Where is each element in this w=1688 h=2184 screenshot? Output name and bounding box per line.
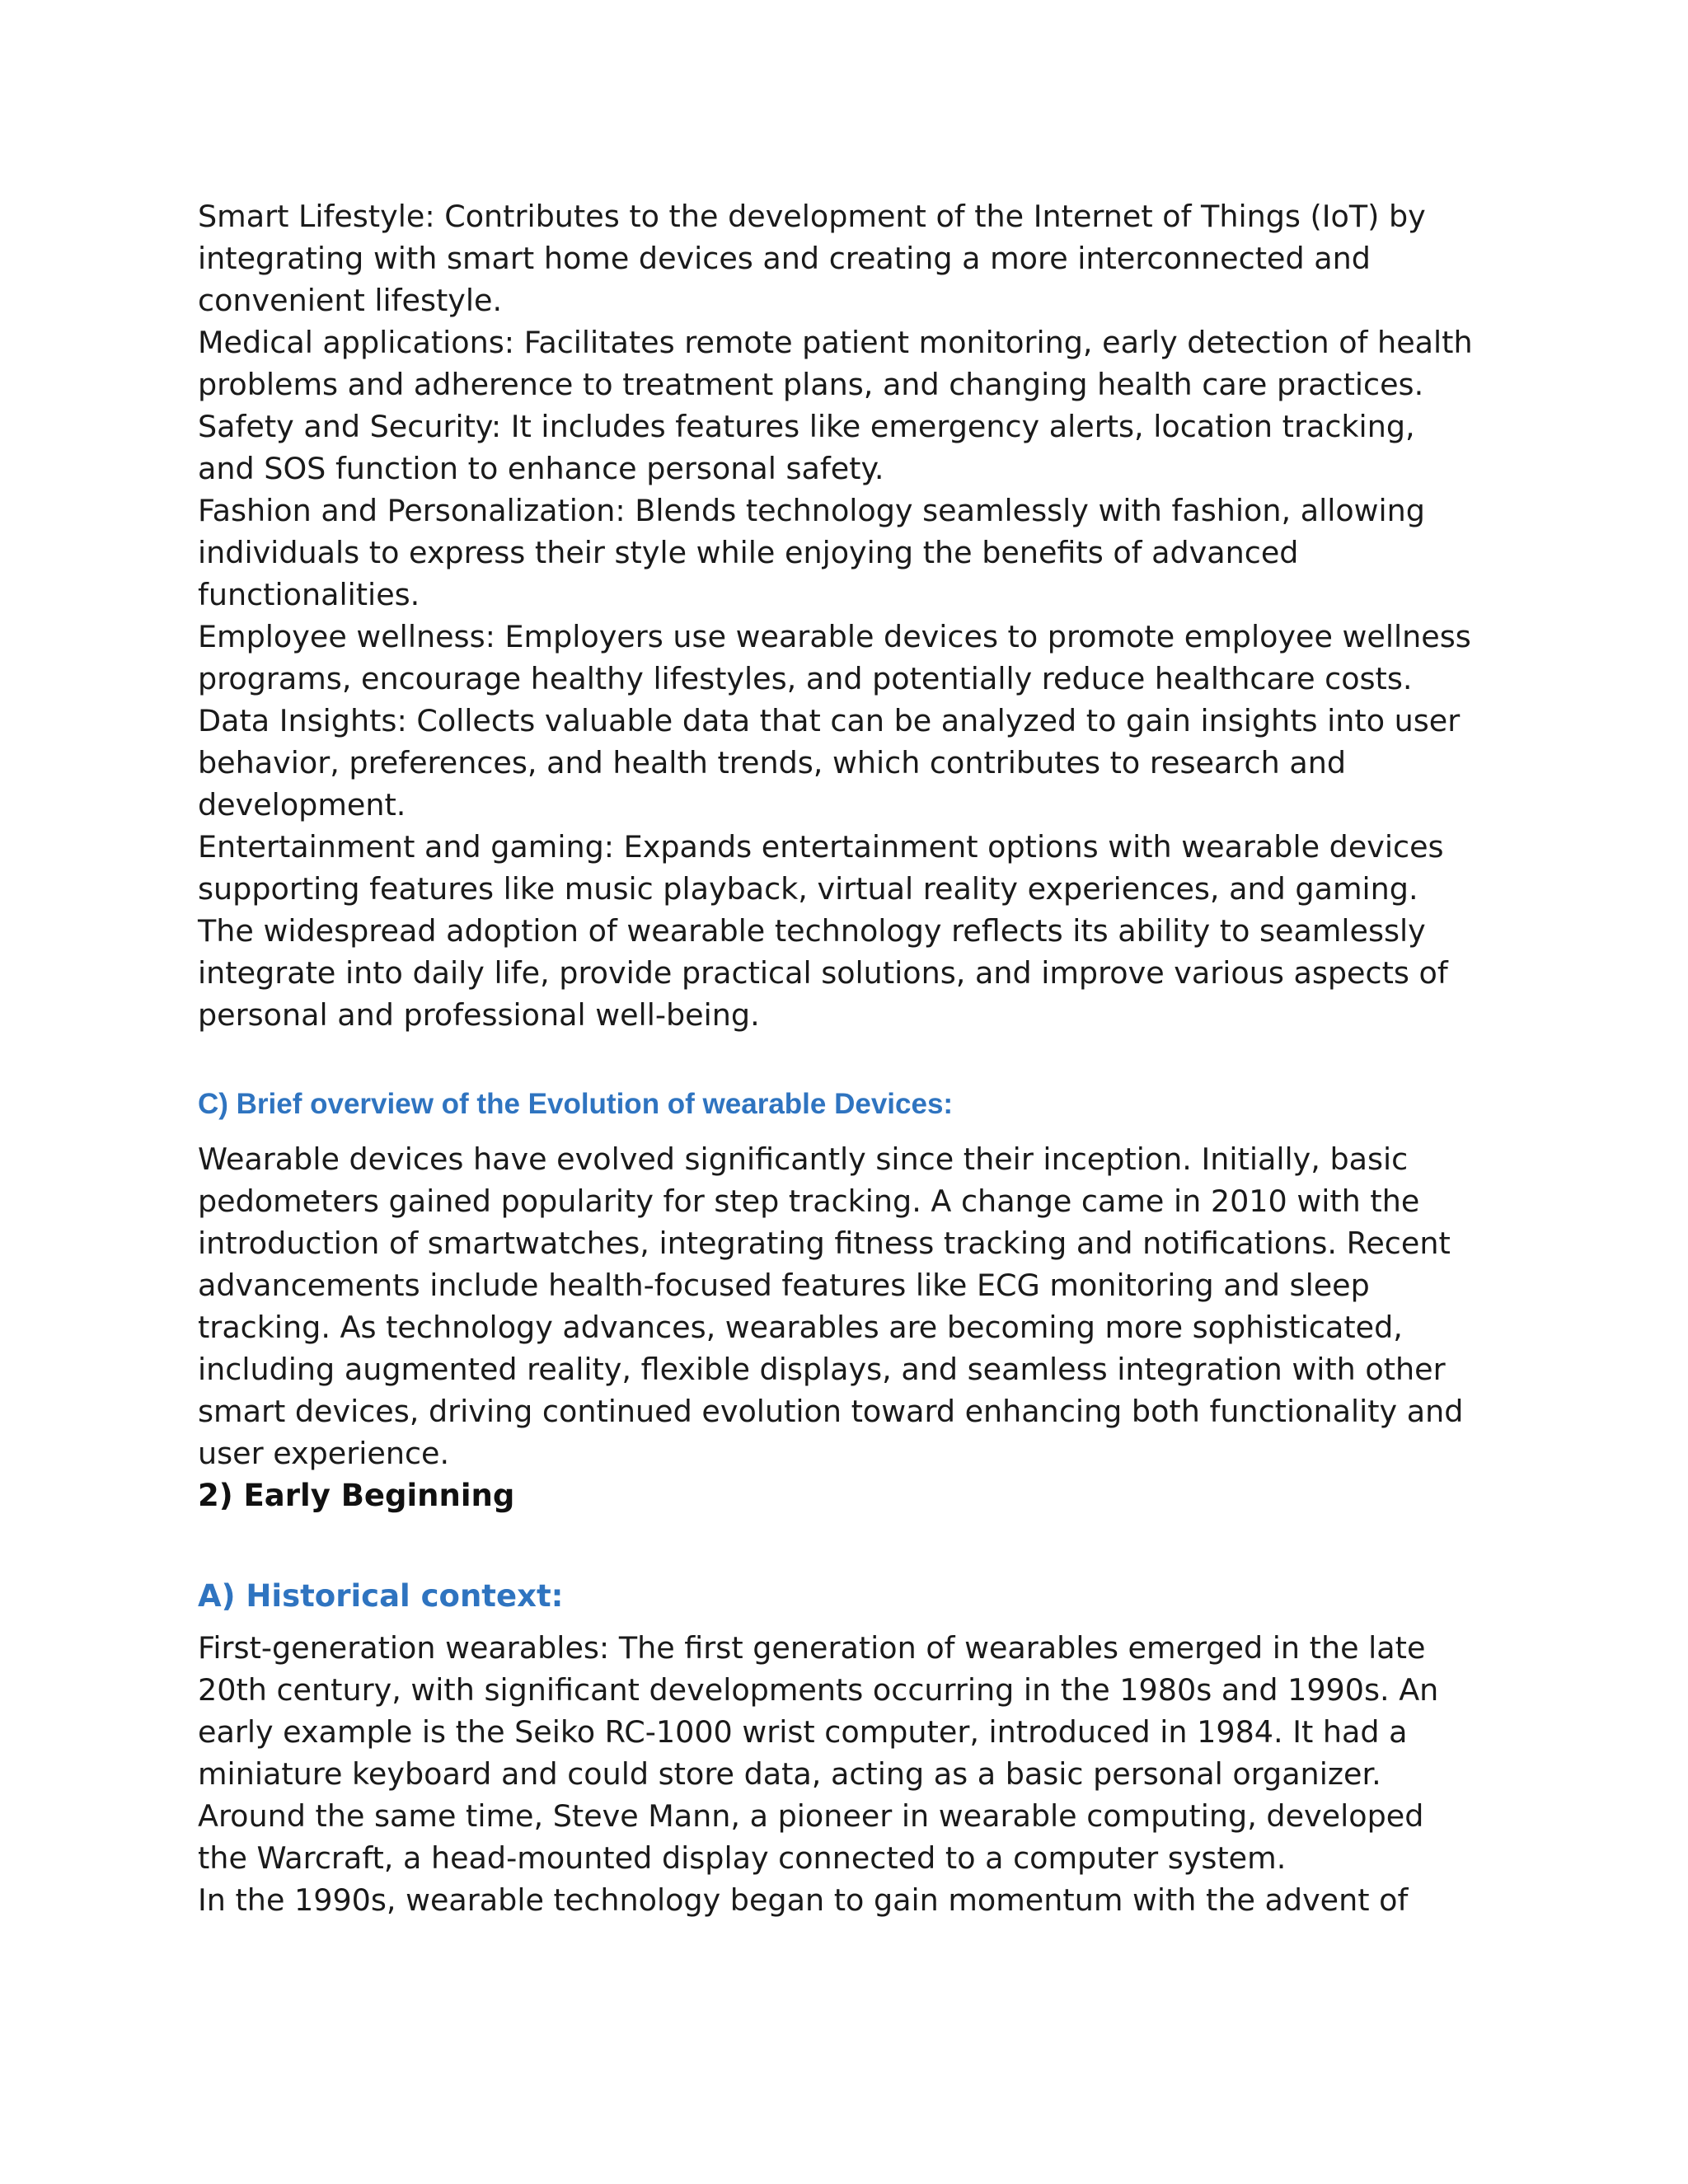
text-line: Fashion and Personalization: Blends technology seamlessly with fashion, allowing xyxy=(198,493,1425,528)
text-line: convenient lifestyle. xyxy=(198,283,503,318)
text-line: advancements include health-focused features like ECG monitoring and sleep xyxy=(198,1268,1370,1303)
text-line: 20th century, with significant developments occurring in the 1980s and 1990s. An xyxy=(198,1672,1439,1708)
text-line: and SOS function to enhance personal safety. xyxy=(198,451,884,486)
section-a-paragraph xyxy=(198,1627,1500,1921)
text-line: Wearable devices have evolved significantly since their inception. Initially, basic xyxy=(198,1141,1409,1177)
text-line: pedometers gained popularity for step tracking. A change came in 2010 with the xyxy=(198,1183,1420,1219)
text-line: integrate into daily life, provide practical solutions, and improve various aspects of xyxy=(198,955,1448,991)
text-line: development. xyxy=(198,787,406,823)
text-line: integrating with smart home devices and creating a more interconnected and xyxy=(198,241,1371,276)
text-line: personal and professional well-being. xyxy=(198,997,760,1033)
section-c-heading: C) Brief overview of the Evolution of wearable Devices: xyxy=(198,1088,954,1120)
text-line: tracking. As technology advances, wearables are becoming more sophisticated, xyxy=(198,1310,1403,1345)
text-line: Data Insights: Collects valuable data that can be analyzed to gain insights into user xyxy=(198,703,1461,738)
text-line: problems and adherence to treatment plans, and changing health care practices. xyxy=(198,367,1424,402)
page-content xyxy=(198,195,1500,1921)
text-line: introduction of smartwatches, integrating fitness tracking and notifications. Recent xyxy=(198,1226,1451,1261)
text-line: Safety and Security: It includes features like emergency alerts, location tracking, xyxy=(198,409,1415,444)
text-line: including augmented reality, flexible displays, and seamless integration with other xyxy=(198,1352,1446,1387)
text-line: First-generation wearables: The first generation of wearables emerged in the late xyxy=(198,1630,1426,1666)
text-line: programs, encourage healthy lifestyles, and potentially reduce healthcare costs. xyxy=(198,661,1413,696)
text-line: Entertainment and gaming: Expands entertainment options with wearable devices xyxy=(198,829,1444,865)
text-line: user experience. xyxy=(198,1436,450,1471)
text-line: functionalities. xyxy=(198,577,420,612)
text-line: In the 1990s, wearable technology began to gain momentum with the advent of xyxy=(198,1882,1409,1918)
text-line: behavior, preferences, and health trends, which contributes to research and xyxy=(198,745,1347,780)
text-line: smart devices, driving continued evolution toward enhancing both functionality and xyxy=(198,1394,1464,1429)
section-c-paragraph xyxy=(198,1138,1500,1474)
intro-paragraph xyxy=(198,195,1500,1036)
text-line: the Warcraft, a head-mounted display connected to a computer system. xyxy=(198,1840,1287,1876)
text-line: The widespread adoption of wearable technology reflects its ability to seamlessly xyxy=(198,913,1426,949)
section-2-heading: 2) Early Beginning xyxy=(198,1478,515,1513)
text-line: Medical applications: Facilitates remote patient monitoring, early detection of health xyxy=(198,325,1473,360)
text-line: individuals to express their style while enjoying the benefits of advanced xyxy=(198,535,1299,570)
text-line: miniature keyboard and could store data, acting as a basic personal organizer. xyxy=(198,1756,1381,1792)
text-line: early example is the Seiko RC-1000 wrist computer, introduced in 1984. It had a xyxy=(198,1714,1408,1750)
section-a-heading: A) Historical context: xyxy=(198,1578,564,1614)
text-line: supporting features like music playback, virtual reality experiences, and gaming. xyxy=(198,871,1418,907)
text-line: Smart Lifestyle: Contributes to the development of the Internet of Things (IoT) by xyxy=(198,199,1426,234)
text-line: Employee wellness: Employers use wearable devices to promote employee wellness xyxy=(198,619,1471,654)
text-line: Around the same time, Steve Mann, a pioneer in wearable computing, developed xyxy=(198,1798,1424,1834)
